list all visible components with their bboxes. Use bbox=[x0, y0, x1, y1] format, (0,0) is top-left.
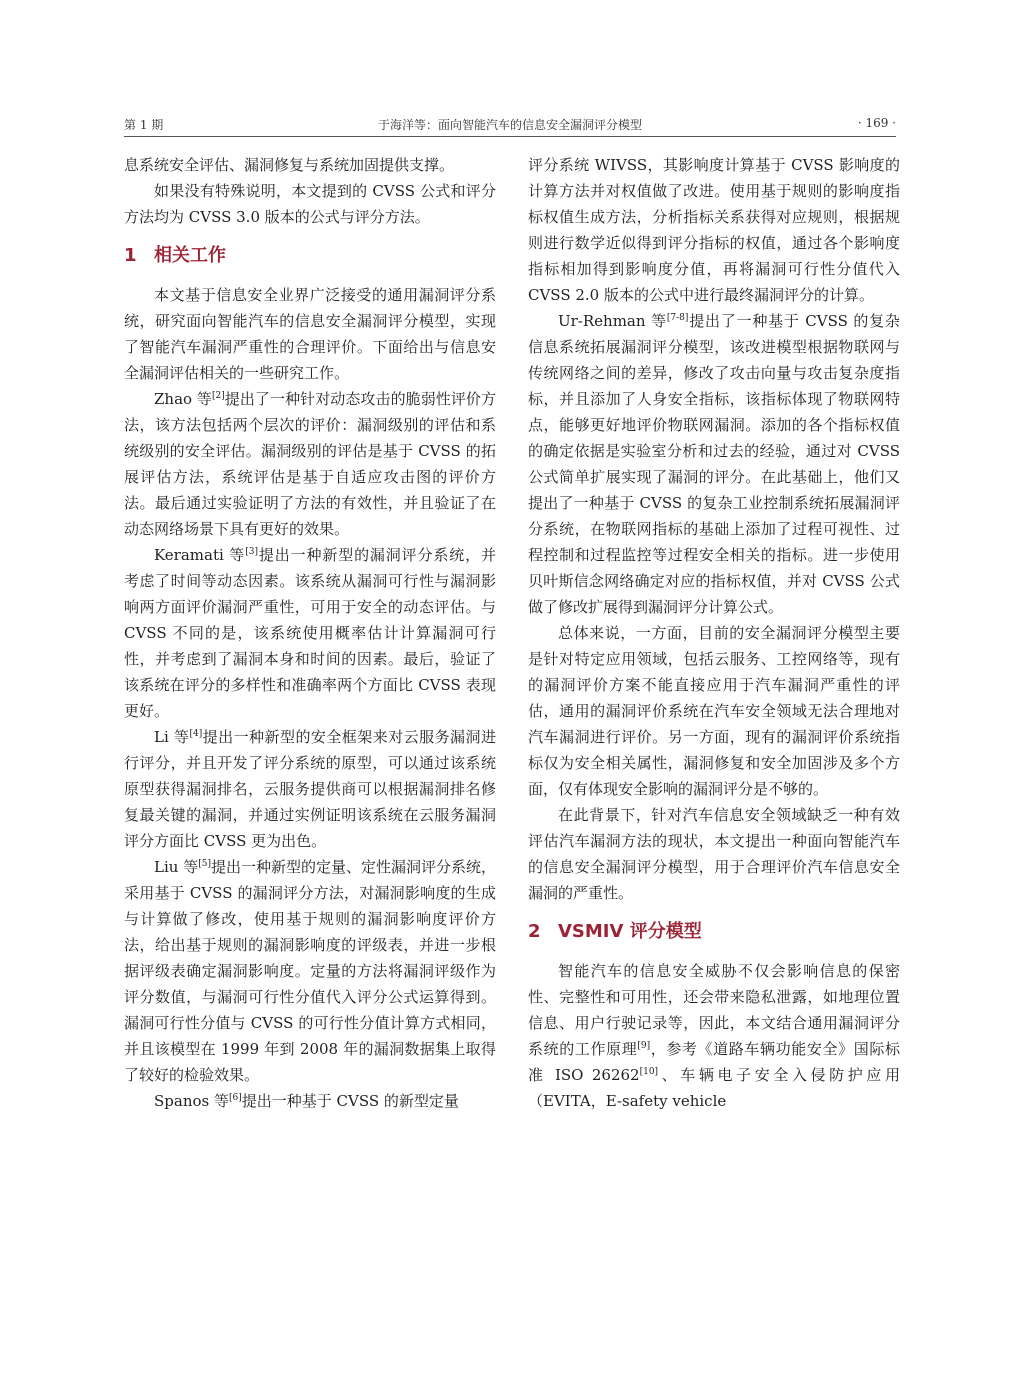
right-column bbox=[528, 152, 900, 1114]
citation: [2] bbox=[211, 391, 225, 401]
paragraph bbox=[124, 1088, 496, 1114]
author-ref: Ur-Rehman 等 bbox=[558, 312, 667, 330]
citation: [7-8] bbox=[666, 313, 689, 323]
author-ref: Liu 等 bbox=[154, 858, 199, 876]
paragraph bbox=[528, 958, 900, 1114]
paragraph: 总体来说，一方面，目前的安全漏洞评分模型主要是针对特定应用领域，包括云服务、工控网络等，现有的漏洞评价方案不能直接应用于汽车漏洞严重性的评估，通用的漏洞评价系统在汽车安全领域无法合理地对汽车漏洞进行评价。另一方面，现有的漏洞评价系统指标仅为安全相关属性，漏洞修复和安全加固涉及多个方面，仅有体现安全影响的漏洞评分是不够的。 bbox=[528, 624, 900, 798]
author-ref: Spanos 等 bbox=[154, 1092, 229, 1110]
paragraph-text: 、车辆电子安全入侵防护应用（EVITA，E-safety vehicle bbox=[528, 1066, 900, 1110]
paragraph-text: 提出一种基于 CVSS 的新型定量 bbox=[241, 1092, 459, 1110]
header-rule bbox=[124, 136, 896, 137]
section-heading-2 bbox=[528, 919, 900, 945]
section-number: 2 bbox=[528, 921, 541, 942]
section-heading-1 bbox=[124, 243, 496, 269]
paragraph bbox=[124, 724, 496, 854]
author-ref: Zhao 等 bbox=[154, 390, 212, 408]
running-header bbox=[124, 116, 896, 136]
section-number: 1 bbox=[124, 245, 137, 266]
paragraph-text: 提出一种新型的安全框架来对云服务漏洞进行评分，并且开发了评分系统的原型，可以通过该系统原型获得漏洞排名，云服务提供商可以根据漏洞排名修复最关键的漏洞，并通过实例证明该系统在云服务漏洞评分方面比 CVSS 更为出色。 bbox=[124, 728, 496, 850]
left-column bbox=[124, 152, 496, 1114]
paragraph bbox=[124, 542, 496, 724]
paragraph bbox=[528, 308, 900, 620]
citation: [9] bbox=[637, 1041, 651, 1051]
paragraph: 评分系统 WIVSS，其影响度计算基于 CVSS 影响度的计算方法并对权值做了改进。使用基于规则的影响度指标权值生成方法，分析指标关系获得对应规则，根据规则进行数学近似得到评分指标的权值，通过各个影响度指标相加得到影响度分值，再将漏洞可行性分值代入 CVSS 2.0 版本的公式中进行最终漏洞评分的计算。 bbox=[528, 156, 900, 304]
author-ref: Li 等 bbox=[154, 728, 190, 746]
issue-number: 第 1 期 bbox=[124, 118, 164, 132]
author-ref: Keramati 等 bbox=[154, 546, 246, 564]
running-title: 于海洋等：面向智能汽车的信息安全漏洞评分模型 bbox=[377, 118, 642, 132]
paragraph-text: 提出了一种基于 CVSS 的复杂信息系统拓展漏洞评分模型，该改进模型根据物联网与传统网络之间的差异，修改了攻击向量与攻击复杂度指标，并且添加了人身安全指标，该指标体现了物联网特点，能够更好地评价物联网漏洞。添加的各个指标权值的确定依据是实验室分析和过去的经验，通过对 CVSS 公式简单扩展实现了漏洞的评分。在此基础上，他们又提出了一种基于 CVSS 的复杂工业控制系统拓展漏洞评分系统，在物联网指标的基础上添加了过程可视性、过程控制和过程监控等过程安全相关的指标。进一步使用贝叶斯信念网络确定对应的指标权值，并对 CVSS 公式做了修改扩展得到漏洞评分计算公式。 bbox=[528, 312, 900, 616]
paragraph: 本文基于信息安全业界广泛接受的通用漏洞评分系统，研究面向智能汽车的信息安全漏洞评分模型，实现了智能汽车漏洞严重性的合理评价。下面给出与信息安全漏洞评估相关的一些研究工作。 bbox=[124, 286, 496, 382]
paragraph bbox=[124, 854, 496, 1088]
paragraph-text: 提出了一种针对动态攻击的脆弱性评价方法，该方法包括两个层次的评价：漏洞级别的评估和系统级别的安全评估。漏洞级别的评估是基于 CVSS 的拓展评估方法，系统评估是基于自适应攻击图的评价方法。最后通过实验证明了方法的有效性，并且验证了在动态网络场景下具有更好的效果。 bbox=[124, 390, 496, 538]
citation: [5] bbox=[198, 859, 211, 869]
paragraph bbox=[124, 386, 496, 542]
citation: [6] bbox=[228, 1093, 242, 1103]
citation: [10] bbox=[639, 1067, 659, 1077]
paragraph-text: 提出一种新型的定量、定性漏洞评分系统，采用基于 CVSS 的漏洞评分方法，对漏洞影响度的生成与计算做了修改，使用基于规则的漏洞影响度评价方法，给出基于规则的漏洞影响度的评级表，并进一步根据评级表确定漏洞影响度。定量的方法将漏洞评级作为评分数值，与漏洞可行性分值代入评分公式运算得到。漏洞可行性分值与 CVSS 的可行性分值计算方式相同，并且该模型在 1999 年到 2008 年的漏洞数据集上取得了较好的检验效果。 bbox=[124, 858, 496, 1084]
paragraph: 在此背景下，针对汽车信息安全领域缺乏一种有效评估汽车漏洞方法的现状，本文提出一种面向智能汽车的信息安全漏洞评分模型，用于合理评价汽车信息安全漏洞的严重性。 bbox=[528, 806, 900, 902]
paragraph-text: ，参考《道路车辆功能安全》国际标准 ISO 26262 bbox=[528, 1040, 900, 1084]
section-title: 相关工作 bbox=[154, 245, 226, 266]
paragraph: 如果没有特殊说明，本文提到的 CVSS 公式和评分方法均为 CVSS 3.0 版本的公式与评分方法。 bbox=[124, 182, 496, 226]
page-number: · 169 · bbox=[857, 116, 896, 130]
citation: [3] bbox=[245, 547, 259, 557]
section-title: VSMIV 评分模型 bbox=[558, 921, 702, 942]
paragraph-text: 提出一种新型的漏洞评分系统，并考虑了时间等动态因素。该系统从漏洞可行性与漏洞影响两方面评价漏洞严重性，可用于安全的动态评估。与 CVSS 不同的是，该系统使用概率估计计算漏洞可行性，并考虑到了漏洞本身和时间的因素。最后，验证了该系统在评分的多样性和准确率两个方面比 CVSS 表现更好。 bbox=[124, 546, 496, 720]
paragraph: 息系统安全评估、漏洞修复与系统加固提供支撑。 bbox=[124, 156, 455, 174]
paragraph-text: 智能汽车的信息安全威胁不仅会影响信息的保密性、完整性和可用性，还会带来隐私泄露，如地理位置信息、用户行驶记录等，因此，本文结合通用漏洞评分系统的工作原理 bbox=[528, 962, 900, 1058]
citation: [4] bbox=[189, 729, 203, 739]
